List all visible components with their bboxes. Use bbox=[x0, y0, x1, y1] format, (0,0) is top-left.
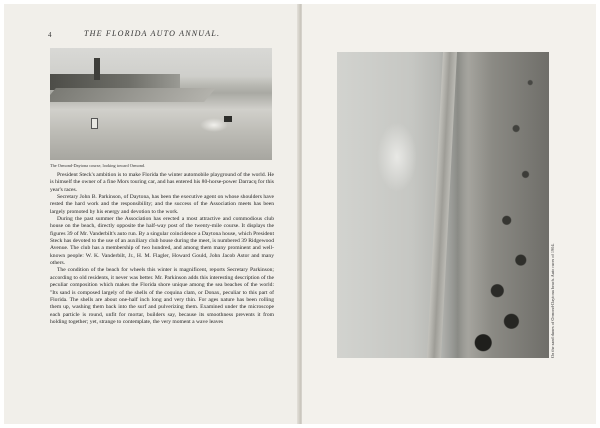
photo-tower bbox=[94, 58, 100, 80]
paragraph: Secretary John B. Parkinson, of Daytona, has been the executive agent on whose shoulders have rested the hard work and the responsibility; and the success of the Association meets has been largely promoted by his energy and devotion to the work. bbox=[50, 194, 274, 215]
photo-racing-car bbox=[224, 116, 232, 122]
article-body bbox=[50, 172, 274, 326]
right-page bbox=[302, 4, 596, 424]
sand-dunes-photo bbox=[337, 52, 549, 358]
running-head: THE FLORIDA AUTO ANNUAL. bbox=[84, 29, 221, 38]
photo-caption-vertical: On the sand dunes of Ormond-Daytona beach. Auto races of 1904. bbox=[550, 243, 555, 358]
book-spread bbox=[4, 4, 596, 424]
photo-course-post bbox=[91, 118, 98, 129]
paragraph: During the past summer the Association has erected a most attractive and commodious club house on the beach, directly opposite the half-way post of the twenty-mile course. It displays the figures 39 of Mr. Vanderbilt's auto run. By a singular coincidence a Daytona house, which President Steck has devoted to the use of an auxiliary club house during the meet, is numbered 39 Ridgewood Avenue. The club has a membership of two hundred, and among them many prominent and well-known people: W. K. Vanderbilt, Jr., H. M. Flagler, Howard Gould, John Jacob Astor and many others. bbox=[50, 216, 274, 267]
paragraph: President Steck's ambition is to make Florida the winter automobile playground of the world. He is himself the owner of a fine Mors touring car, and has entered his 80-horse-power Darracq for this year's races. bbox=[50, 172, 274, 193]
photo-cloud bbox=[377, 122, 417, 192]
photo-caption: The Ormond-Daytona course, looking toward Ormond. bbox=[50, 163, 146, 168]
beach-course-photo bbox=[50, 48, 272, 160]
photo-shore bbox=[50, 88, 216, 102]
paragraph: The condition of the beach for wheels this winter is magnificent, reports Secretary Parkinson; according to old residents, it never was better. Mr. Parkinson adds this interesting description of the peculiar composition which makes the Florida shore unique among the sea beaches of the world: "Its sand is composed largely of the shells of the coquina clam, or Donax, peculiar to this part of Florida. The shells are about one-half inch long and very thin. For ages nature has been rolling them up, washing them back into the surf and pulverizing them. Examined under the microscope each particle is round, unfit for mortar, builders say, because its smoothness prevents it from holding together; yet, strange to contemplate, the very moment a wave leaves bbox=[50, 267, 274, 325]
left-page bbox=[4, 4, 300, 424]
photo-spectator-crowd bbox=[455, 52, 549, 358]
page-number: 4 bbox=[48, 31, 52, 39]
photo-beach-track bbox=[427, 52, 457, 358]
